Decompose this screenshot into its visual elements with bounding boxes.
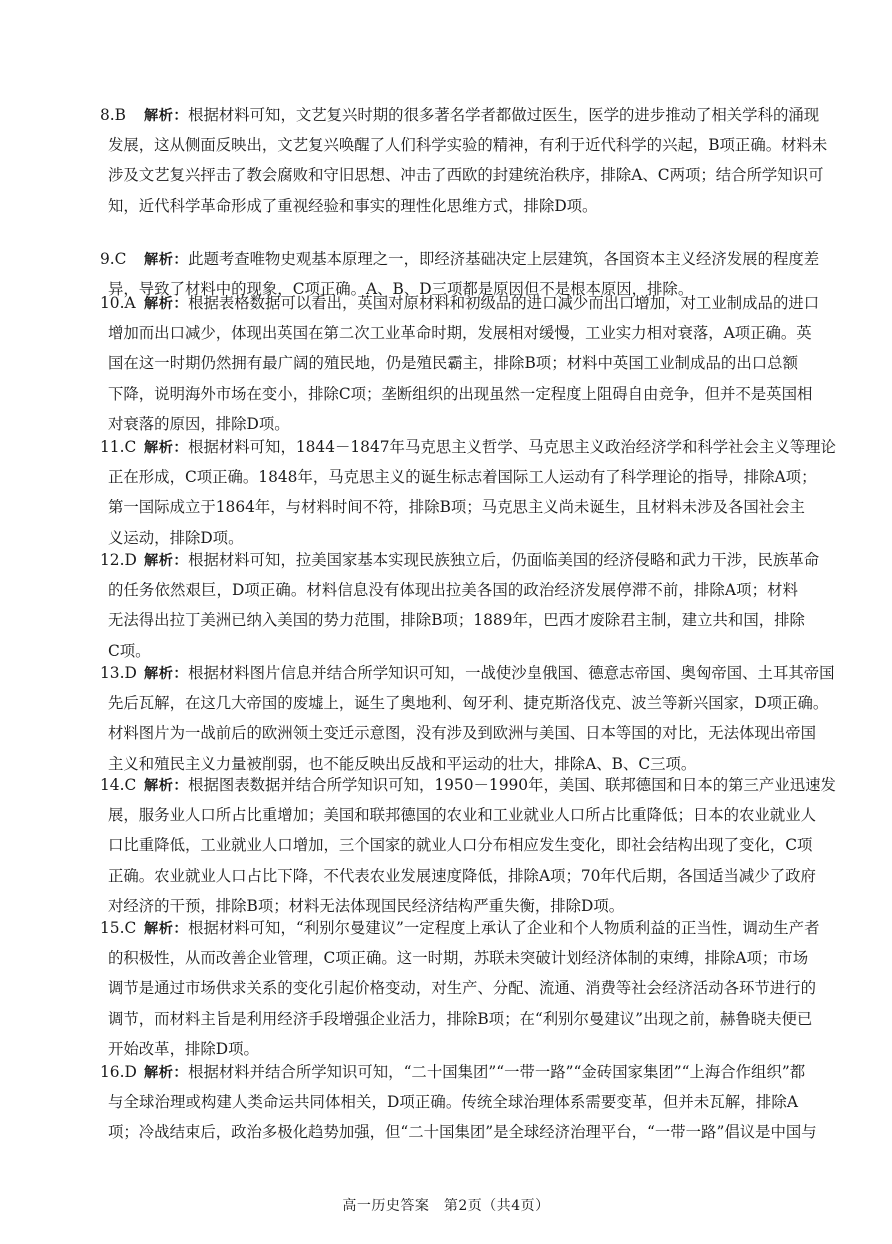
answer-text: C项。 xyxy=(108,641,151,660)
question-number: 10.A xyxy=(100,294,136,312)
answer-line xyxy=(108,1087,798,1117)
answer-text: 调节，而材料主旨是利用经济手段增强企业活力，排除B项；在“利别尔曼建议”出现之前，赫鲁晓夫便已 xyxy=(108,1009,813,1028)
answer-text: 无法得出拉丁美洲已纳入美国的势力范围，排除B项；1889年，巴西才废除君主制，建立共和国，排除 xyxy=(108,611,805,630)
analysis-label: 解析 xyxy=(144,252,174,268)
answer-text: 调节是通过市场供求关系的变化引起价格变动，对生产、分配、流通、消费等社会经济活动各环节进行的 xyxy=(108,979,816,998)
analysis-label: 解析 xyxy=(144,666,174,682)
answer-text: 发展，这从侧面反映出，文艺复兴唤醒了人们科学实验的精神，有利于近代科学的兴起，B项正确。材料未 xyxy=(108,136,828,155)
answer-text: 的任务依然艰巨，D项正确。材料信息没有体现出拉美各国的政治经济发展停滞不前，排除A项；材料 xyxy=(108,581,798,600)
answer-first-line xyxy=(100,244,820,274)
answer-first-line xyxy=(100,913,820,943)
analysis-label: 解析 xyxy=(144,778,174,794)
answer-text: 国在这一时期仍然拥有最广阔的殖民地，仍是殖民霸主，排除B项；材料中英国工业制成品的出口总额 xyxy=(108,354,798,373)
answer-first-line xyxy=(100,658,835,688)
question-number: 14.C xyxy=(100,776,137,794)
answer-text: 展，服务业人口所占比重增加；美国和联邦德国的农业和工业就业人口所占比重降低；日本的农业就业人 xyxy=(108,806,816,825)
question-number: 8.B xyxy=(100,106,126,124)
answer-first-line xyxy=(100,432,836,462)
answer-line xyxy=(108,800,816,830)
answer-line xyxy=(108,830,813,860)
answer-first-line xyxy=(100,770,836,800)
analysis-label: 解析 xyxy=(144,1065,174,1081)
analysis-label: 解析 xyxy=(144,108,174,124)
answer-text: 此题考查唯物史观基本原理之一，即经济基础决定上层建筑，各国资本主义经济发展的程度差 xyxy=(188,250,820,268)
answer-line xyxy=(108,191,798,221)
answer-text: 材料图片为一战前后的欧洲领土变迁示意图，没有涉及到欧洲与美国、日本等国的对比，无法体现出帝国 xyxy=(108,724,816,743)
answer-line xyxy=(108,462,817,492)
answer-line xyxy=(108,318,812,348)
analysis-colon: ： xyxy=(173,1065,189,1081)
answer-line xyxy=(108,575,798,605)
answer-line xyxy=(108,943,809,973)
answer-text: 主义和殖民主义力量被削弱，也不能反映出反战和平运动的壮大，排除A、B、C三项。 xyxy=(108,754,697,773)
analysis-colon: ： xyxy=(173,296,189,312)
answer-text: 根据材料可知，拉美国家基本实现民族独立后，仍面临美国的经济侵略和武力干涉，民族革命 xyxy=(188,551,820,569)
answer-line xyxy=(108,348,798,378)
answer-text: 义运动，排除D项。 xyxy=(108,528,244,547)
answer-text: 与全球治理或构建人类命运共同体相关，D项正确。传统全球治理体系需要变革，但并未瓦解，排除A xyxy=(108,1093,798,1112)
analysis-colon: ： xyxy=(173,440,189,456)
analysis-colon: ： xyxy=(173,666,189,682)
answer-line xyxy=(108,379,813,409)
answer-text: 根据材料可知，1844－1847年马克思主义哲学、马克思主义政治经济学和科学社会主义等理论 xyxy=(188,438,836,456)
answer-text: 对经济的干预，排除B项；材料无法体现国民经济结构严重失衡，排除D项。 xyxy=(108,896,625,915)
analysis-label: 解析 xyxy=(144,296,174,312)
answer-text: 增加而出口减少，体现出英国在第二次工业革命时期，发展相对缓慢，工业实力相对衰落，A项正确。英 xyxy=(108,324,812,343)
analysis-colon: ： xyxy=(173,553,189,569)
analysis-label: 解析 xyxy=(144,440,174,456)
answer-text: 根据材料图片信息并结合所学知识可知，一战使沙皇俄国、德意志帝国、奥匈帝国、土耳其帝国 xyxy=(188,664,835,682)
answer-line xyxy=(108,130,828,160)
answer-text: 正确。农业就业人口占比下降，不代表农业发展速度降低，排除A项；70年代后期，各国适当减少了政府 xyxy=(108,866,816,885)
analysis-label: 解析 xyxy=(144,553,174,569)
answer-text: 根据表格数据可以看出，英国对原材料和初级品的进口减少而出口增加，对工业制成品的进口 xyxy=(188,294,820,312)
answer-text: 根据材料可知，文艺复兴时期的很多著名学者都做过医生，医学的进步推动了相关学科的涌现 xyxy=(188,106,820,124)
answer-text: 对衰落的原因，排除D项。 xyxy=(108,414,290,433)
analysis-colon: ： xyxy=(173,252,189,268)
answer-text: 下降，说明海外市场在变小，排除C项；垄断组织的出现虽然一定程度上阻碍自由竞争，但并不是英国相 xyxy=(108,384,813,403)
answer-first-line xyxy=(100,100,820,130)
answer-line xyxy=(108,861,816,891)
page-footer: 高一历史答案 第2页（共4页） xyxy=(342,1198,550,1214)
analysis-colon: ： xyxy=(173,921,189,937)
answer-line xyxy=(108,973,816,1003)
answer-text: 的积极性，从而改善企业管理，C项正确。这一时期，苏联未突破计划经济体制的束缚，排除A项；市场 xyxy=(108,949,809,968)
answer-first-line xyxy=(100,288,820,318)
answer-line xyxy=(108,492,805,522)
answer-first-line xyxy=(100,1057,806,1087)
answer-text: 知，近代科学革命形成了重视经验和事实的理性化思维方式，排除D项。 xyxy=(108,196,598,215)
answer-line xyxy=(108,688,829,718)
answer-text: 根据材料并结合所学知识可知，“二十国集团”“一带一路”“金砖国家集团”“上海合作组织”都 xyxy=(188,1063,806,1081)
question-number: 12.D xyxy=(100,551,137,569)
answer-line xyxy=(108,1004,813,1034)
question-number: 15.C xyxy=(100,919,137,937)
answer-text: 口比重降低，工业就业人口增加，三个国家的就业人口分布相应发生变化，即社会结构出现了变化，C项 xyxy=(108,836,813,855)
question-number: 13.D xyxy=(100,664,137,682)
answer-text: 先后瓦解，在这几大帝国的废墟上，诞生了奥地利、匈牙利、捷克斯洛伐克、波兰等新兴国家，D项正确。 xyxy=(108,694,829,713)
answer-text: 涉及文艺复兴抨击了教会腐败和守旧思想、冲击了西欧的封建统治秩序，排除A、C两项；结合所学知识可 xyxy=(108,166,824,185)
answer-line xyxy=(108,160,824,190)
answer-text: 第一国际成立于1864年，与材料时间不符，排除B项；马克思主义尚未诞生，且材料未涉及各国社会主 xyxy=(108,498,805,517)
analysis-label: 解析 xyxy=(144,921,174,937)
answer-text: 项；冷战结束后，政治多极化趋势加强，但“二十国集团”是全球经济治理平台，“一带一路”倡议是中国与 xyxy=(108,1123,817,1142)
answer-text: 根据图表数据并结合所学知识可知，1950－1990年，美国、联邦德国和日本的第三产业迅速发 xyxy=(188,776,836,794)
answer-text: 开始改革，排除D项。 xyxy=(108,1039,259,1058)
answer-text: 正在形成，C项正确。1848年，马克思主义的诞生标志着国际工人运动有了科学理论的指导，排除A项； xyxy=(108,468,817,487)
answer-text: 根据材料可知，“利别尔曼建议”一定程度上承认了企业和个人物质利益的正当性，调动生产者 xyxy=(188,919,820,937)
question-number: 16.D xyxy=(100,1063,137,1081)
question-number: 11.C xyxy=(100,438,137,456)
analysis-colon: ： xyxy=(173,778,189,794)
answer-line xyxy=(108,605,805,635)
answer-line xyxy=(108,718,816,748)
question-number: 9.C xyxy=(100,250,127,268)
answer-line xyxy=(108,1117,817,1147)
analysis-colon: ： xyxy=(173,108,189,124)
answer-text: 异，导致了材料中的现象，C项正确。A、B、D三项都是原因但不是根本原因，排除。 xyxy=(108,280,694,299)
answer-first-line xyxy=(100,545,820,575)
